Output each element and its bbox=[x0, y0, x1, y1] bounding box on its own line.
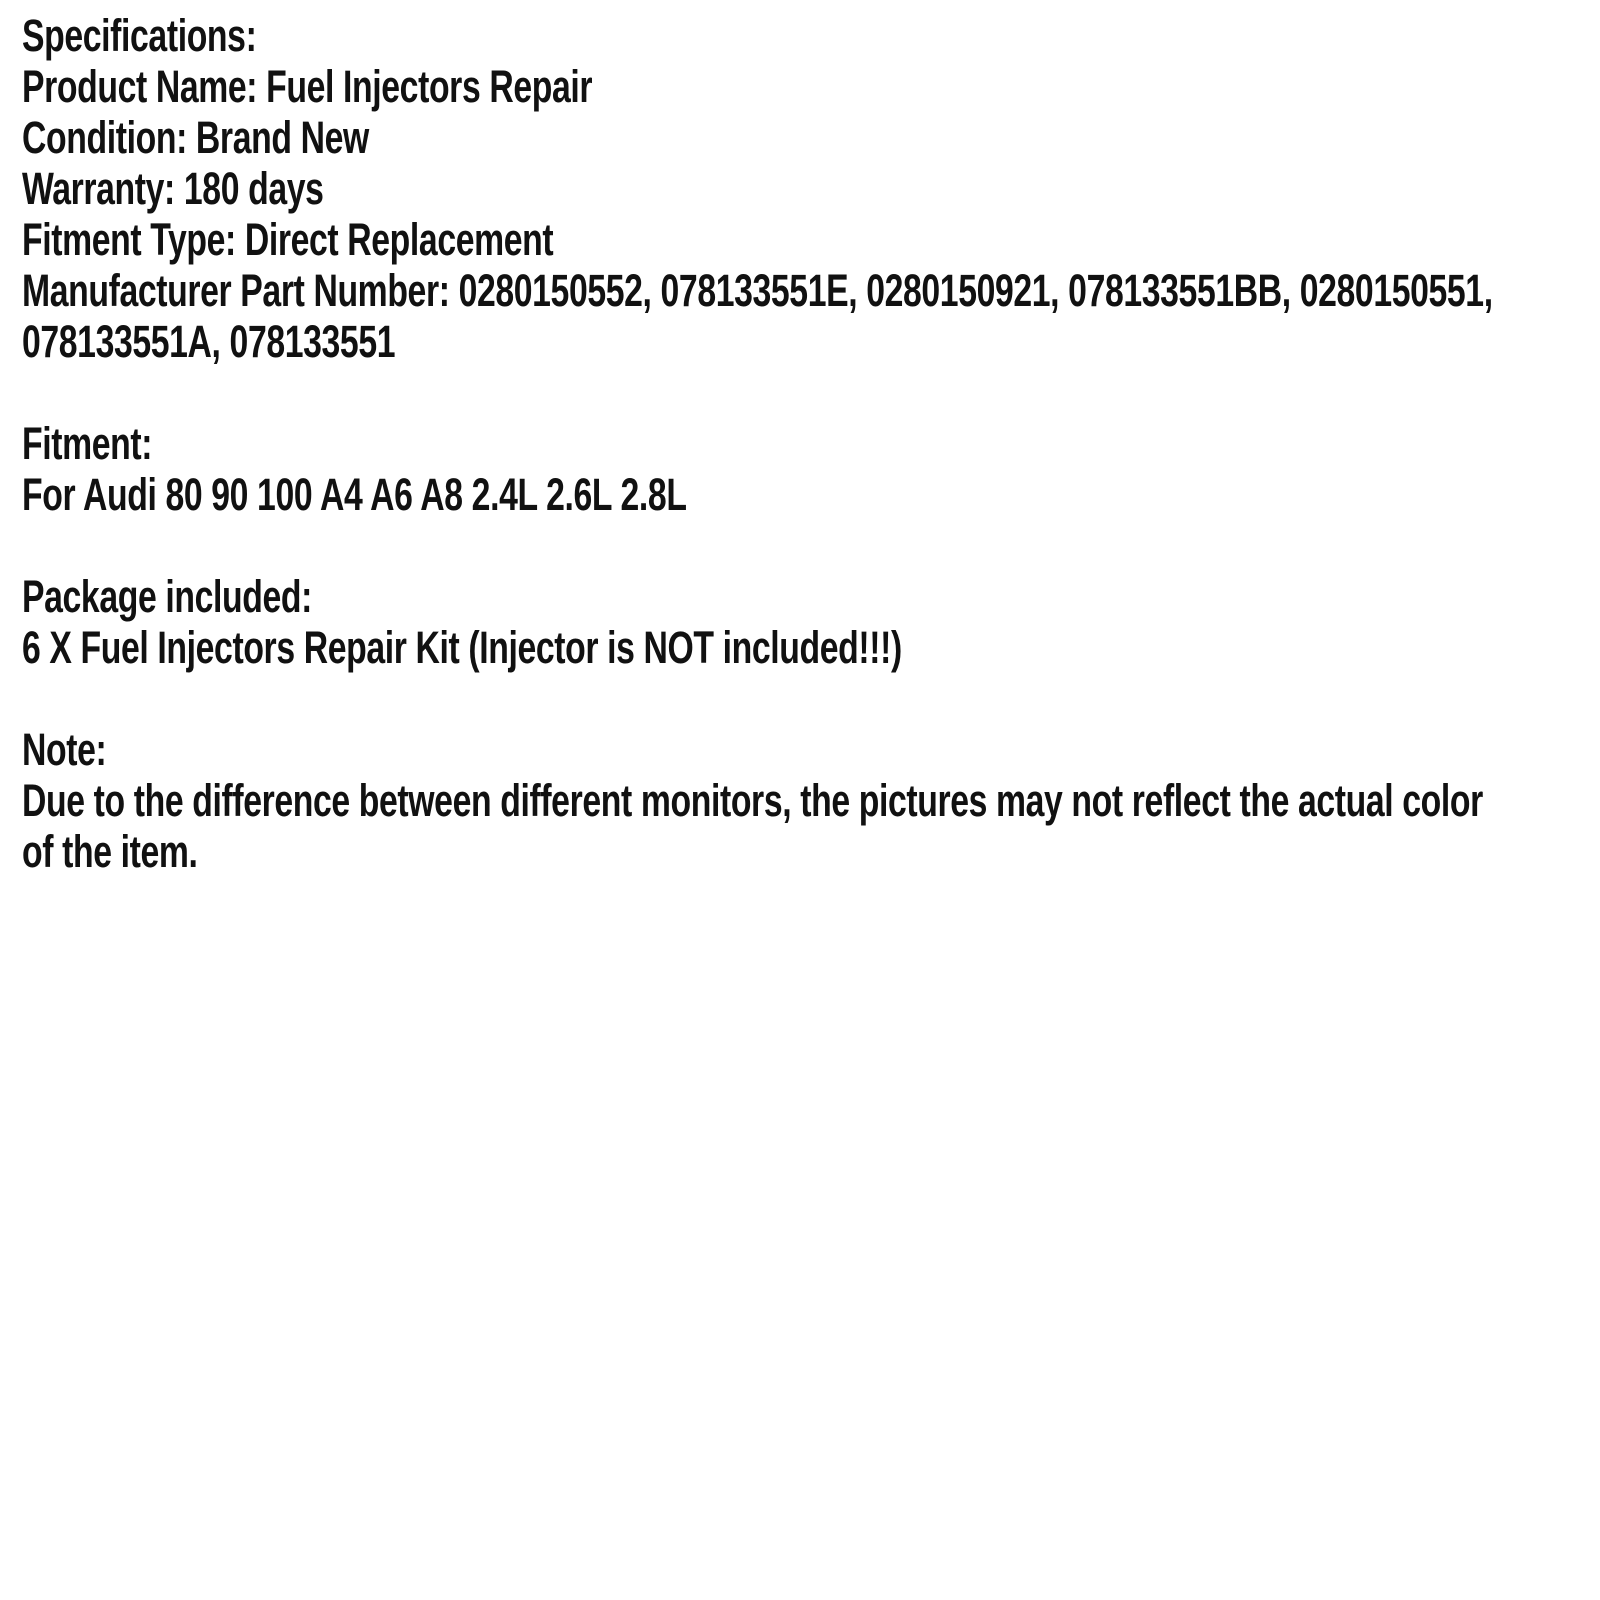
fitment-heading: Fitment: bbox=[22, 418, 153, 469]
fitment-vehicles-line: For Audi 80 90 100 A4 A6 A8 2.4L 2.6L 2.8L bbox=[22, 469, 687, 520]
product-name-line: Product Name: Fuel Injectors Repair bbox=[22, 61, 593, 112]
condition-line: Condition: Brand New bbox=[22, 112, 369, 163]
section-note bbox=[22, 724, 1600, 877]
specifications-heading: Specifications: bbox=[22, 10, 257, 61]
package-heading: Package included: bbox=[22, 571, 312, 622]
note-heading: Note: bbox=[22, 724, 107, 775]
warranty-line: Warranty: 180 days bbox=[22, 163, 324, 214]
section-specifications bbox=[22, 10, 1600, 367]
fitment-type-line: Fitment Type: Direct Replacement bbox=[22, 214, 554, 265]
part-number-line-1: Manufacturer Part Number: 0280150552, 078133551E, 0280150921, 078133551BB, 0280150551, bbox=[22, 265, 1493, 316]
note-body-line-1: Due to the difference between different monitors, the pictures may not reflect the actual color bbox=[22, 775, 1483, 826]
package-contents-line: 6 X Fuel Injectors Repair Kit (Injector is NOT included!!!) bbox=[22, 622, 902, 673]
part-number-line-2: 078133551A, 078133551 bbox=[22, 316, 396, 367]
note-body-line-2: of the item. bbox=[22, 826, 198, 877]
section-package bbox=[22, 571, 1600, 673]
section-fitment bbox=[22, 418, 1600, 520]
